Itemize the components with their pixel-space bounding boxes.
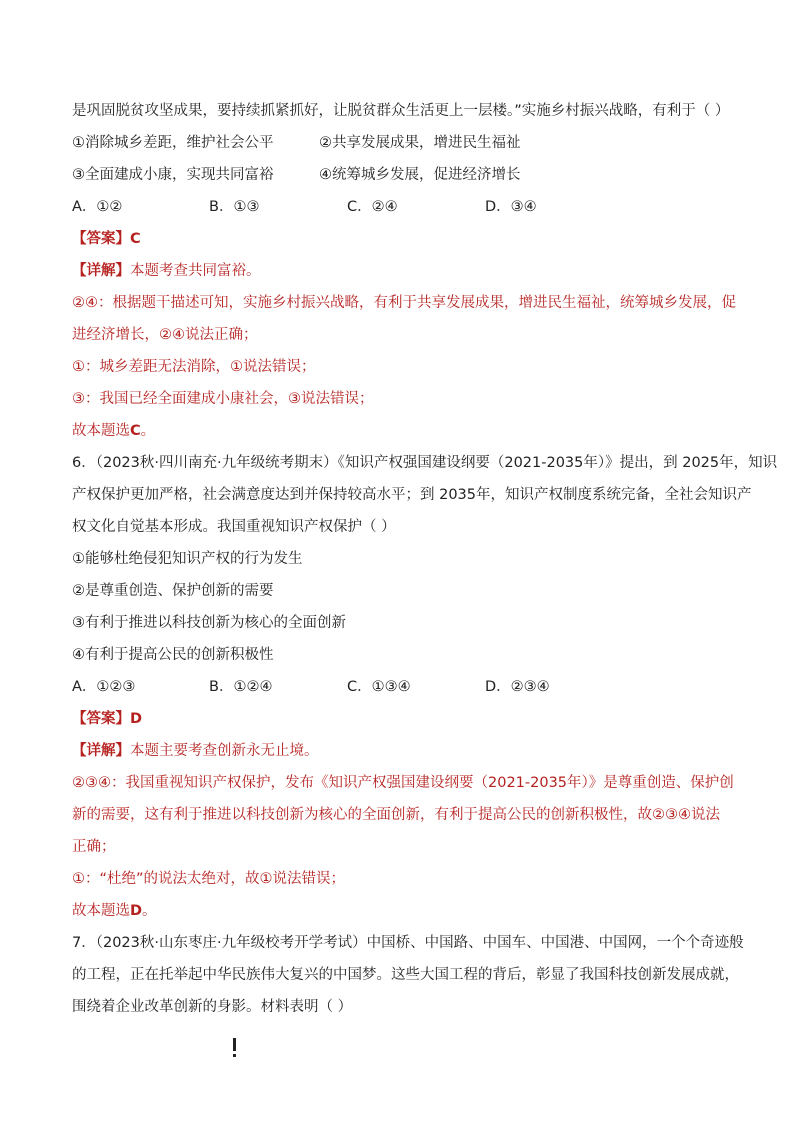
analysis-text: ：我国已经全面建成小康社会，③说法错误； — [85, 391, 374, 407]
q5-option-a: A．①② — [72, 199, 123, 215]
q6-answer — [72, 709, 142, 729]
analysis-mark: ① — [72, 359, 85, 375]
conclusion-prefix: 故本题选 — [72, 423, 130, 439]
q6-analysis-2 — [72, 805, 720, 825]
q6-detail — [72, 741, 319, 761]
q5-item-3: ③全面建成小康，实现共同富裕 — [72, 167, 274, 183]
q5-answer — [72, 229, 141, 249]
answer-value: C — [130, 231, 141, 247]
q5-conclusion — [72, 421, 155, 441]
q7-stem-2: 的工程，正在托举起中华民族伟大复兴的中国梦。这些大国工程的背后，彰显了我国科技创新发展成就， — [72, 967, 739, 983]
q5-item-4: ④统筹城乡发展，促进经济增长 — [319, 167, 521, 183]
q6-option-c: C．①③④ — [347, 679, 411, 695]
q5-item-2: ②共享发展成果，增进民生福祉 — [319, 135, 521, 151]
analysis-text: ：我国重视知识产权保护，发布《知识产权强国建设纲要（2021-2035年）》是尊重创造、保护创 — [111, 775, 734, 791]
detail-text: 本题主要考查创新永无止境。 — [130, 743, 319, 759]
q6-analysis-3 — [72, 837, 116, 857]
q5-option-d: D．③④ — [485, 199, 537, 215]
analysis-mark: ②④ — [72, 295, 98, 311]
q6-item-1: ①能够杜绝侵犯知识产权的行为发生 — [72, 551, 303, 567]
q5-stem-tail: 是巩固脱贫攻坚成果，要持续抓紧抓好，让脱贫群众生活更上一层楼。”实施乡村振兴战略，有利于（ ） — [72, 103, 730, 119]
analysis-text: ：“杜绝”的说法太绝对，故①说法错误； — [85, 871, 346, 887]
q7-stem-3: 围绕着企业改革创新的身影。材料表明（ ） — [72, 999, 353, 1015]
q6-conclusion — [72, 901, 157, 921]
q6-analysis-4 — [72, 869, 345, 889]
analysis-text: ：城乡差距无法消除，①说法错误； — [85, 359, 316, 375]
q5-analysis-4 — [72, 389, 374, 409]
detail-text: 本题考查共同富裕。 — [130, 263, 261, 279]
q6-item-3: ③有利于推进以科技创新为核心的全面创新 — [72, 615, 346, 631]
q6-item-4: ④有利于提高公民的创新积极性 — [72, 647, 274, 663]
detail-label: 【详解】 — [72, 263, 130, 279]
analysis-mark: ②③④ — [72, 775, 111, 791]
detail-label: 【详解】 — [72, 743, 130, 759]
stray-mark — [233, 1038, 236, 1051]
conclusion-prefix: 故本题选 — [72, 903, 130, 919]
analysis-text: 进经济增长，②④说法正确； — [72, 327, 258, 343]
q5-option-c: C．②④ — [347, 199, 398, 215]
answer-label: 【答案】 — [72, 711, 130, 727]
q7-stem-1: 7．（2023秋·山东枣庄·九年级校考开学考试）中国桥、中国路、中国车、中国港、中国网，一个个奇迹般 — [72, 935, 744, 951]
q6-analysis-1 — [72, 773, 734, 793]
q6-item-2: ②是尊重创造、保护创新的需要 — [72, 583, 274, 599]
analysis-text: 新的需要，这有利于推进以科技创新为核心的全面创新，有利于提高公民的创新积极性，故②③④说法 — [72, 807, 720, 823]
answer-label: 【答案】 — [72, 231, 130, 247]
q6-stem-1: 6．（2023秋·四川南充·九年级统考期末）《知识产权强国建设纲要（2021-2035年）》提出，到 2025年，知识 — [72, 455, 778, 471]
q6-option-b: B．①②④ — [209, 679, 273, 695]
q5-analysis-1 — [72, 293, 736, 313]
conclusion-suffix: 。 — [140, 423, 156, 439]
q5-item-1: ①消除城乡差距，维护社会公平 — [72, 135, 274, 151]
analysis-mark: ① — [72, 871, 85, 887]
q6-option-d: D．②③④ — [485, 679, 550, 695]
answer-value: D — [130, 711, 143, 727]
q5-option-b: B．①③ — [209, 199, 260, 215]
conclusion-value: D — [130, 903, 143, 919]
conclusion-value: C — [130, 423, 141, 439]
q5-analysis-3 — [72, 357, 316, 377]
q5-detail — [72, 261, 261, 281]
q5-analysis-2 — [72, 325, 258, 345]
q6-option-a: A．①②③ — [72, 679, 136, 695]
analysis-mark: ③ — [72, 391, 85, 407]
conclusion-suffix: 。 — [142, 903, 157, 919]
analysis-text: ：根据题干描述可知，实施乡村振兴战略，有利于共享发展成果，增进民生福祉，统筹城乡发展，促 — [98, 295, 736, 311]
analysis-text: 正确； — [72, 839, 116, 855]
q6-stem-2: 产权保护更加严格，社会满意度达到并保持较高水平；到 2035年，知识产权制度系统完备，全社会知识产 — [72, 487, 752, 503]
q6-stem-3: 权文化自觉基本形成。我国重视知识产权保护（ ） — [72, 519, 396, 535]
